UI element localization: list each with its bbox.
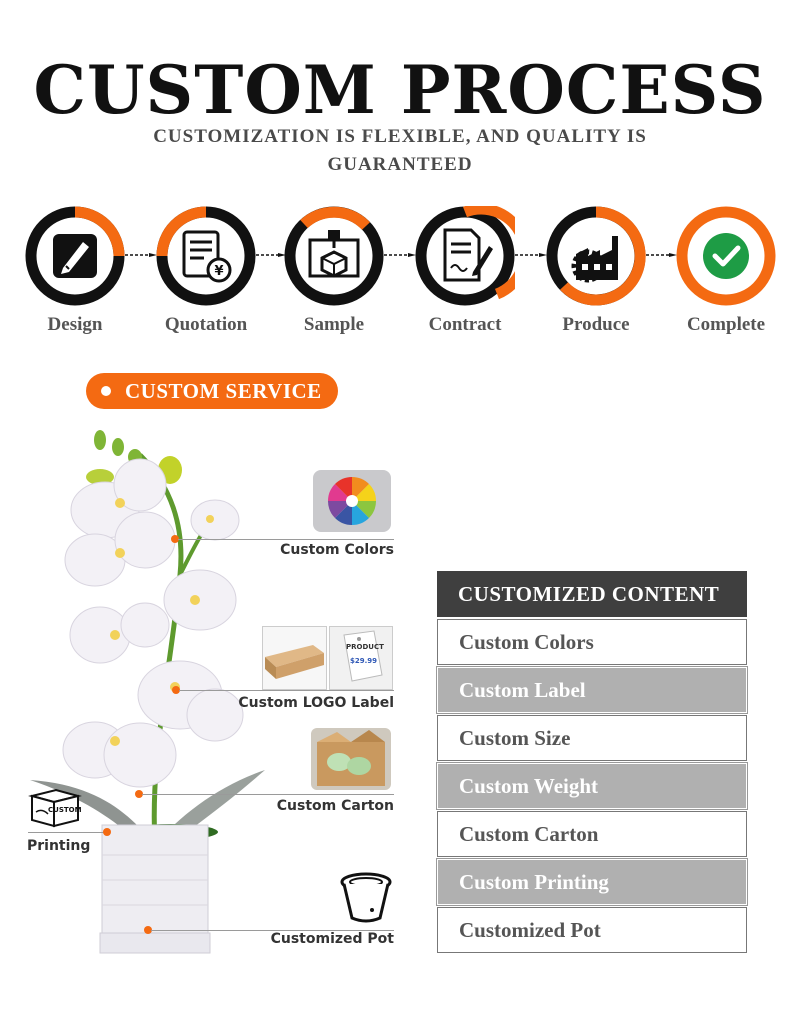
table-row: Custom Weight bbox=[437, 763, 747, 809]
step-label-contract: Contract bbox=[428, 314, 502, 335]
open-carton-icon bbox=[311, 728, 391, 790]
table-header: CUSTOMIZED CONTENT bbox=[437, 571, 747, 617]
color-wheel-thumbnail bbox=[313, 470, 391, 532]
price-tag-thumbnail: PRODUCT $29.99 bbox=[329, 626, 393, 690]
process-step-produce bbox=[546, 206, 646, 306]
flower-pot-icon bbox=[338, 870, 394, 926]
callout-dot bbox=[103, 828, 111, 836]
callout-custom-carton: Custom Carton bbox=[276, 798, 394, 814]
callout-line bbox=[179, 690, 394, 691]
page-subtitle: CUSTOMIZATION IS FLEXIBLE, AND QUALITY IS GUARANTEED bbox=[153, 126, 647, 175]
process-step-sample bbox=[284, 206, 384, 306]
design-icon bbox=[25, 206, 125, 306]
connector-arrow bbox=[256, 253, 286, 257]
table-row: Custom Label bbox=[437, 667, 747, 713]
logo-box-thumbnail bbox=[262, 626, 327, 690]
step-label-quotation: Quotation bbox=[164, 314, 248, 335]
step-label-produce: Produce bbox=[562, 314, 630, 335]
process-step-quotation bbox=[156, 206, 256, 306]
step-label-complete: Complete bbox=[686, 314, 766, 335]
carton-thumbnail bbox=[311, 728, 391, 790]
connector-arrow bbox=[384, 253, 416, 257]
contract-icon bbox=[415, 206, 515, 306]
pot-thumbnail bbox=[338, 870, 394, 926]
printing-box-thumbnail: CUSTOM bbox=[26, 782, 82, 830]
color-wheel-icon bbox=[313, 470, 391, 532]
orchid-illustration bbox=[20, 425, 270, 960]
svg-text:¥: ¥ bbox=[214, 264, 224, 279]
sample-icon bbox=[284, 206, 384, 306]
process-step-contract bbox=[415, 206, 515, 306]
connector-arrow bbox=[515, 253, 547, 257]
factory-icon bbox=[546, 206, 646, 306]
table-row: Custom Size bbox=[437, 715, 747, 761]
quotation-icon bbox=[156, 206, 256, 306]
table-row: Custom Printing bbox=[437, 859, 747, 905]
step-label-sample: Sample bbox=[303, 314, 365, 335]
callout-customized-pot: Customized Pot bbox=[270, 931, 394, 947]
table-row: Custom Carton bbox=[437, 811, 747, 857]
callout-printing: Printing bbox=[27, 838, 91, 854]
checkmark-icon bbox=[676, 206, 776, 306]
connector-arrow bbox=[646, 253, 677, 257]
custom-service-heading: CUSTOM SERVICE bbox=[86, 373, 338, 409]
step-label-design: Design bbox=[47, 314, 103, 335]
callout-line bbox=[178, 539, 394, 540]
callout-custom-colors: Custom Colors bbox=[280, 542, 394, 558]
callout-custom-logo-label: Custom LOGO Label bbox=[238, 695, 394, 711]
callout-line bbox=[28, 832, 106, 833]
table-row: Customized Pot bbox=[437, 907, 747, 953]
carton-box-icon bbox=[263, 627, 326, 689]
page-title: CUSTOM PROCESS bbox=[33, 51, 767, 129]
process-step-design bbox=[25, 206, 125, 306]
callout-line bbox=[142, 794, 394, 795]
bullet-dot bbox=[101, 386, 111, 396]
table-row: Custom Colors bbox=[437, 619, 747, 665]
process-step-complete bbox=[676, 206, 776, 306]
connector-arrow bbox=[125, 253, 157, 257]
